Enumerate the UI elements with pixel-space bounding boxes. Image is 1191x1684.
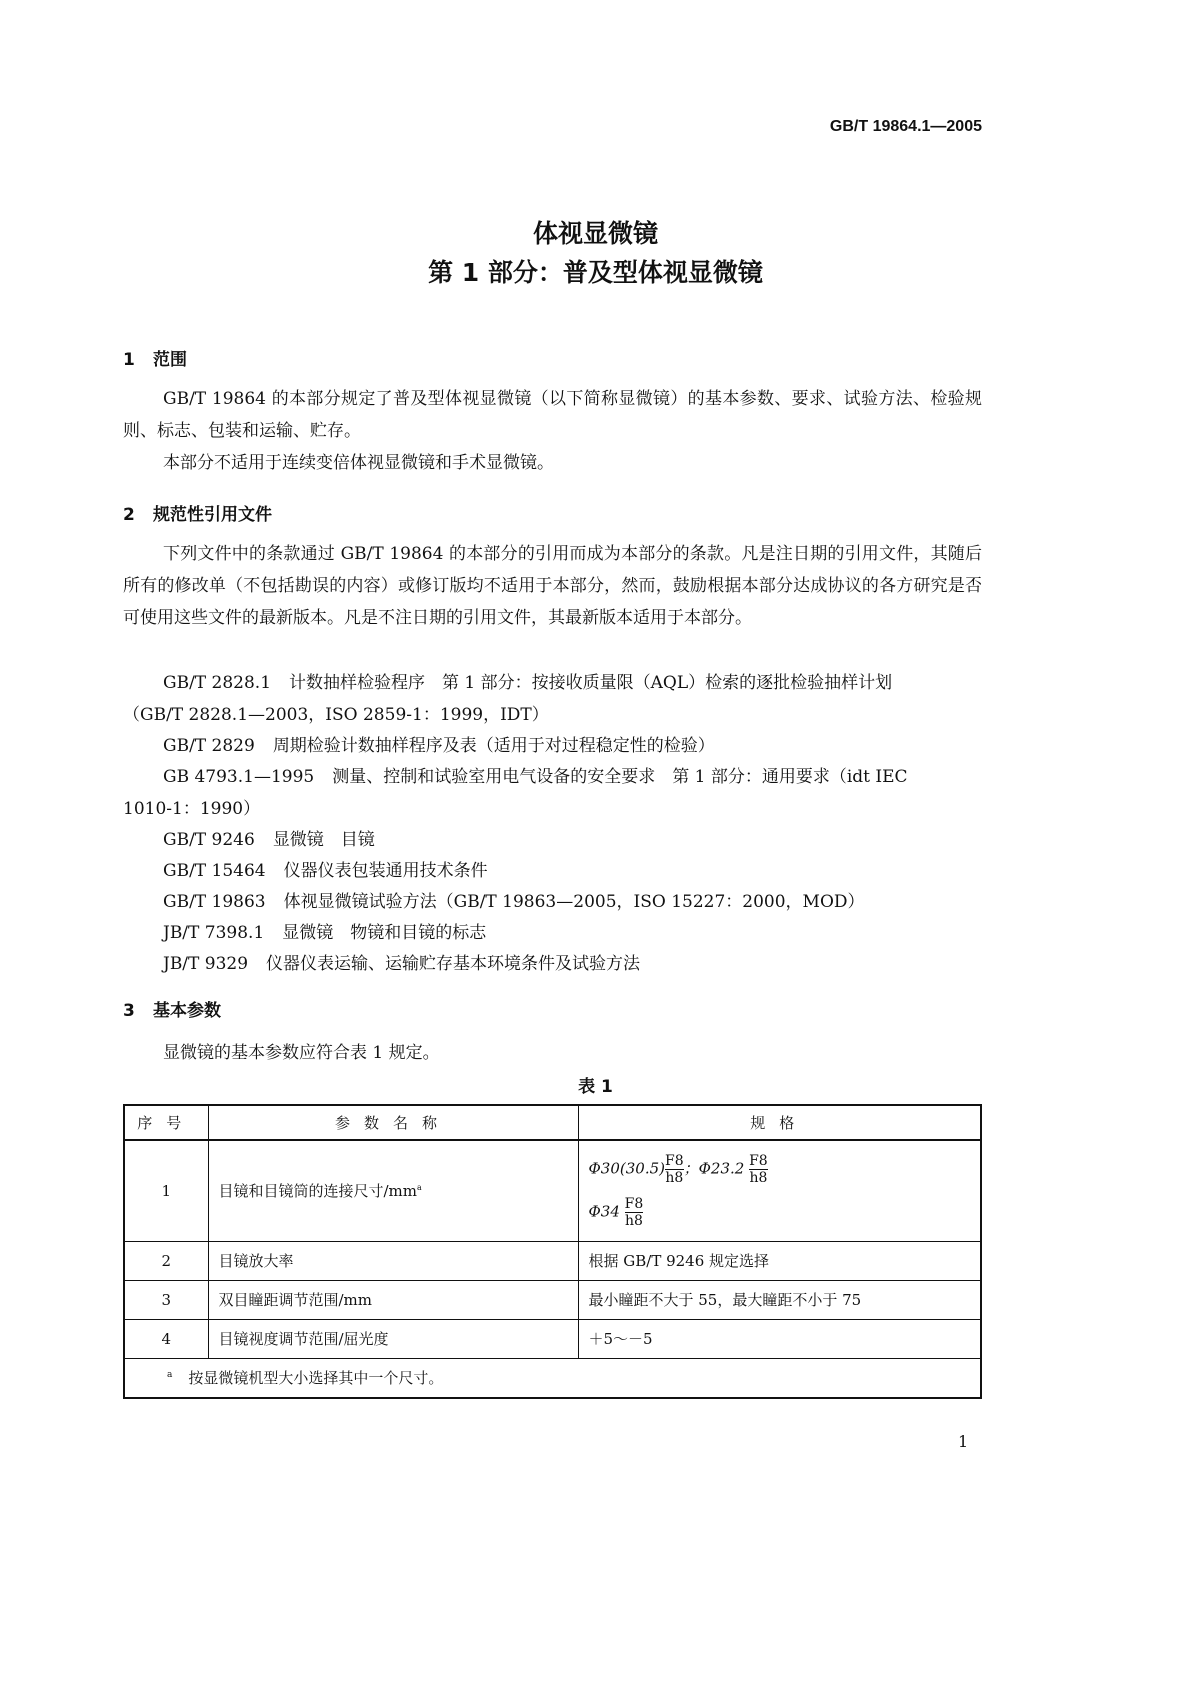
table-row [124,1140,981,1241]
table-footnote [124,1358,981,1398]
section-3-body [123,1037,982,1069]
paragraph: 显微镜的基本参数应符合表 1 规定。 [163,1043,440,1063]
ref-title: 显微镜 目镜 [272,830,375,850]
paragraph: 本部分不适用于连续变倍体视显微镜和手术显微镜。 [163,453,554,473]
cell-spec [578,1140,981,1241]
reference-item [163,887,865,912]
section-number: 3 [123,1001,135,1021]
cell-spec: 最小瞳距不大于 55，最大瞳距不小于 75 [578,1280,981,1319]
ref-code: JB/T 9329 [163,954,249,974]
parameter-table [123,1104,982,1399]
reference-item [163,825,375,850]
spec-value: Φ34 [588,1202,625,1221]
ref-code: GB 4793.1—1995 [163,767,315,787]
cell-no: 1 [124,1140,208,1241]
reference-cont: （GB/T 2828.1—2003，ISO 2859-1：1999，IDT） [123,705,549,725]
header-spec: 规格 [578,1105,981,1140]
ref-title: 周期检验计数抽样程序及表（适用于对过程稳定性的检验） [272,736,715,756]
reference-item [163,918,486,943]
doc-number: GB/T 19864.1—2005 [829,118,982,135]
table-row [124,1319,981,1358]
ref-code: GB/T 19863 [163,892,266,912]
denominator: h8 [665,1169,684,1186]
table-row [124,1241,981,1280]
reference-item [163,762,908,787]
tolerance-fraction [625,1196,644,1229]
cell-name: 双目瞳距调节范围/mm [208,1280,578,1319]
ref-code: GB/T 2828.1 [163,673,272,693]
title-line-2: 第 1 部分：普及型体视显微镜 [428,258,763,287]
reference-item [163,856,488,881]
numerator: F8 [624,1195,644,1212]
table-header-row [124,1105,981,1140]
reference-item [163,668,892,693]
reference-cont: 1010-1：1990） [123,799,261,819]
table-row [124,1280,981,1319]
ref-code: GB/T 15464 [163,861,266,881]
ref-title: 仪器仪表包装通用技术条件 [283,861,488,881]
footnote-mark: a [167,1370,173,1381]
cell-name: 目镜视度调节范围/屈光度 [208,1319,578,1358]
denominator: h8 [749,1169,768,1186]
footnote-mark: a [417,1183,422,1193]
ref-code: GB/T 2829 [163,736,255,756]
reference-item [163,731,715,756]
tolerance-fraction [665,1153,684,1186]
section-2-heading [123,500,272,525]
spec-value: Φ30(30.5) [588,1159,665,1178]
footnote-text: 按显微镜机型大小选择其中一个尺寸。 [188,1369,444,1388]
table-footnote-row [124,1358,981,1398]
cell-spec: 根据 GB/T 9246 规定选择 [578,1241,981,1280]
section-1-body [123,383,982,479]
ref-title: 测量、控制和试验室用电气设备的安全要求 第 1 部分：通用要求（idt IEC [332,767,908,787]
section-title: 规范性引用文件 [153,505,272,525]
section-1-heading [123,345,187,370]
title-line-1: 体视显微镜 [532,219,658,248]
section-title: 基本参数 [153,1001,221,1021]
header-no: 序号 [124,1105,208,1140]
paragraph: 下列文件中的条款通过 GB/T 19864 的本部分的引用而成为本部分的条款。凡是注日期的引用文件，其随后所有的修改单（不包括勘误的内容）或修订版均不适用于本部分，然而，鼓励根据本部分达成协议的各方研究是否可使用这些文件的最新版本。凡是不注日期的引用文件，其最新版本适用于本部分。 [123,544,982,628]
denominator: h8 [625,1212,643,1229]
ref-code: JB/T 7398.1 [163,923,265,943]
section-number: 2 [123,505,135,525]
section-number: 1 [123,350,135,370]
reference-item [163,949,640,974]
paragraph: GB/T 19864 的本部分规定了普及型体视显微镜（以下简称显微镜）的基本参数、要求、试验方法、检验规则、标志、包装和运输、贮存。 [123,389,982,441]
section-2-body [123,538,982,634]
section-3-heading [123,996,221,1021]
ref-title: 计数抽样检验程序 第 1 部分：按接收质量限（AQL）检索的逐批检验抽样计划 [289,673,893,693]
ref-title: 体视显微镜试验方法（GB/T 19863—2005，ISO 15227：2000，MOD） [283,892,865,912]
tolerance-fraction [749,1153,768,1186]
cell-no: 3 [124,1280,208,1319]
cell-name: 目镜放大率 [208,1241,578,1280]
header-name: 参数名称 [208,1105,578,1140]
cell-no: 2 [124,1241,208,1280]
section-title: 范围 [153,350,187,370]
name-text: 目镜和目镜筒的连接尺寸/mm [218,1182,418,1201]
numerator: F8 [665,1152,684,1169]
ref-title: 显微镜 物镜和目镜的标志 [282,923,487,943]
spec-value: ；Φ23.2 [683,1159,750,1178]
cell-name [208,1140,578,1241]
cell-spec: ＋5～－5 [578,1319,981,1358]
page-number: 1 [958,1432,969,1451]
ref-code: GB/T 9246 [163,830,255,850]
ref-title: 仪器仪表运输、运输贮存基本环境条件及试验方法 [266,954,641,974]
cell-no: 4 [124,1319,208,1358]
table-caption: 表 1 [578,1077,613,1097]
numerator: F8 [749,1152,768,1169]
